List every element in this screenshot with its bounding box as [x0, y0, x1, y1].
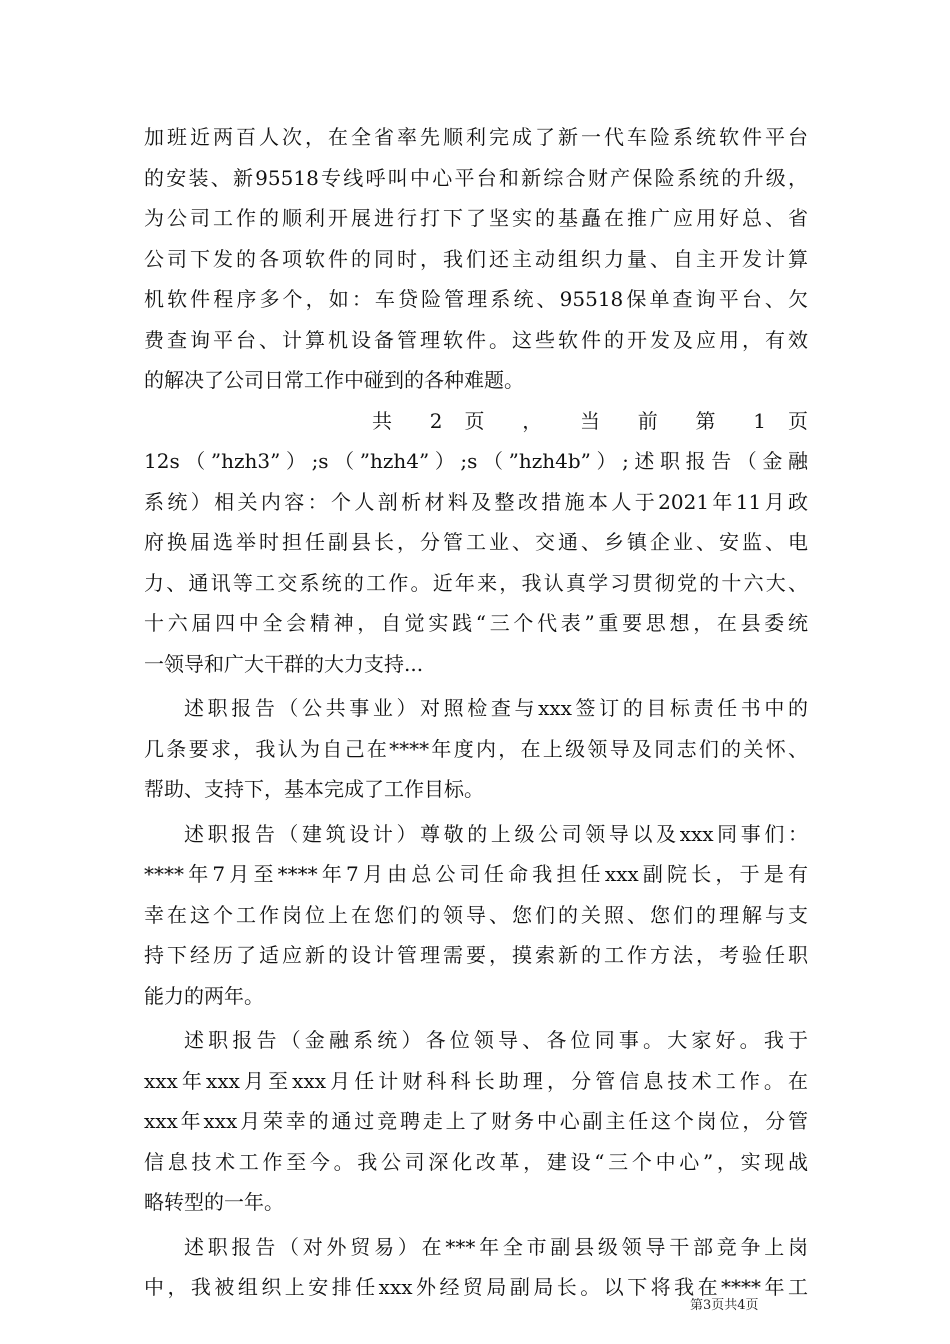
text-line: 为公司工作的顺利开展进行打下了坚实的基矗在推广应用好总、省 [144, 206, 808, 230]
text-line: xxx年xxx月荣幸的通过竞聘走上了财务中心副主任这个岗位，分管 [144, 1109, 808, 1133]
paragraph-start-line: 述职报告（建筑设计）尊敬的上级公司领导以及xxx同事们： [184, 821, 808, 846]
text-line: 几条要求，我认为自己在****年度内，在上级领导及同志们的关怀、 [144, 736, 808, 761]
text-line: 费查询平台、计算机设备管理软件。这些软件的开发及应用，有效 [144, 327, 808, 352]
text-line: 持下经历了适应新的设计管理需要，摸索新的工作方法，考验任职 [144, 943, 808, 967]
page-footer [690, 1297, 840, 1315]
text-line: ****年7月至****年7月由总公司任命我担任xxx副院长，于是有 [144, 862, 808, 886]
text-line: 能力的两年。 [144, 983, 264, 1008]
text-line: 系统）相关内容：个人剖析材料及整改措施本人于2021年11月政 [144, 489, 808, 514]
page-counter-line: 共 2 页 ， 当 前 第 1 页 [372, 408, 808, 433]
paragraph-start-line: 述职报告（公共事业）对照检查与xxx签订的目标责任书中的 [184, 696, 808, 720]
text-line: 加班近两百人次，在全省率先顺利完成了新一代车险系统软件平台 [144, 125, 808, 149]
text-line: 十六届四中全会精神，自觉实践“三个代表”重要思想，在县委统 [144, 611, 808, 635]
text-line: 12s（”hzh3”）;s（”hzh4”）;s（”hzh4b”）;述职报告（金融 [144, 449, 808, 473]
text-line: 机软件程序多个，如：车贷险管理系统、95518保单查询平台、欠 [144, 287, 808, 311]
document-body [144, 117, 808, 1308]
paragraph-start-line: 述职报告（金融系统）各位领导、各位同事。大家好。我于 [184, 1028, 808, 1052]
text-line: 中，我被组织上安排任xxx外经贸局副局长。以下将我在****年工 [144, 1275, 808, 1299]
text-line: xxx年xxx月至xxx月任计财科科长助理，分管信息技术工作。在 [144, 1068, 808, 1093]
text-line: 的解决了公司日常工作中碰到的各种难题。 [144, 368, 524, 392]
text-line: 力、通讯等工交系统的工作。近年来，我认真学习贯彻党的十六大、 [144, 570, 808, 595]
text-line: 帮助、支持下，基本完成了工作目标。 [144, 777, 484, 801]
text-line: 的安装、新95518专线呼叫中心平台和新综合财产保险系统的升级， [144, 165, 808, 190]
text-line: 府换届选举时担任副县长，分管工业、交通、乡镇企业、安监、电 [144, 530, 808, 554]
page-number-label: 第3页共4页 [690, 1298, 759, 1313]
text-line: 一领导和广大干群的大力支持... [144, 651, 424, 676]
text-line: 幸在这个工作岗位上在您们的领导、您们的关照、您们的理解与支 [144, 902, 808, 927]
text-line: 公司下发的各项软件的同时，我们还主动组织力量、自主开发计算 [144, 246, 808, 271]
text-line: 略转型的一年。 [144, 1190, 284, 1214]
text-line: 信息技术工作至今。我公司深化改革，建设“三个中心”，实现战 [144, 1149, 808, 1174]
paragraph-start-line: 述职报告（对外贸易）在***年全市副县级领导干部竞争上岗 [184, 1234, 808, 1259]
